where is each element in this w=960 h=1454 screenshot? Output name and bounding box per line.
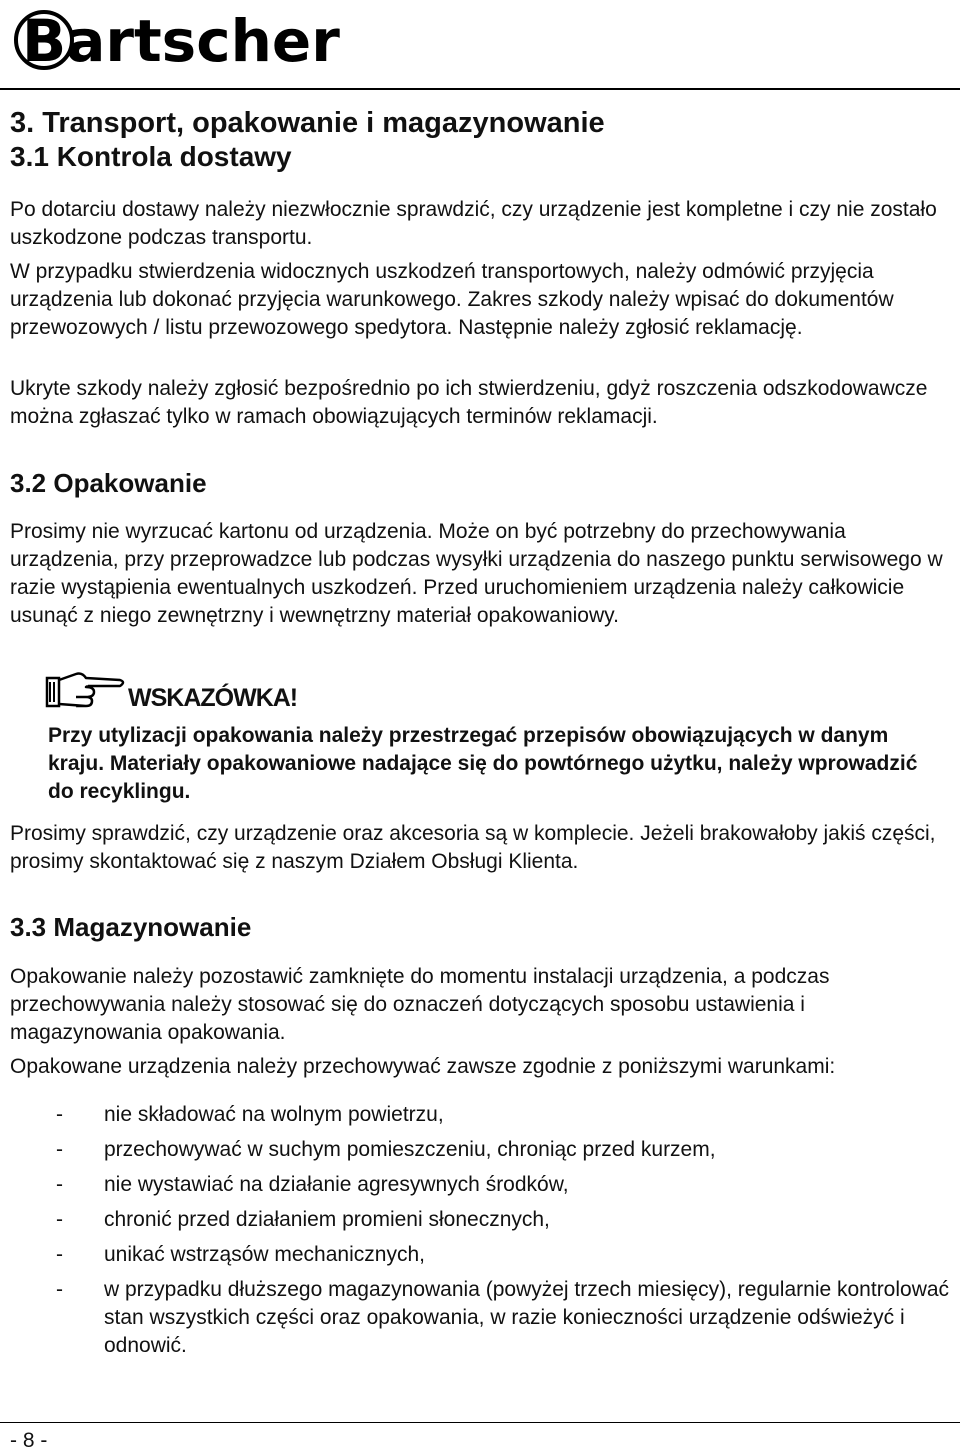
list-item: [10, 1171, 955, 1199]
section-3-1-paragraph-3: Ukryte szkody należy zgłosić bezpośrednio po ich stwierdzeniu, gdyż roszczenia odszkodowawcze można zgłaszać tylko w ramach obowiązujących terminów reklamacji.: [10, 377, 928, 428]
section-3-2-paragraph-1: Prosimy nie wyrzucać kartonu od urządzenia. Może on być potrzebny do przechowywania urządzenia, przy przeprowadzce lub podczas wysyłki urządzenia do naszego punktu serwisowego w razie wystąpienia ewentualnych uszkodzeń. Przed uruchomieniem urządzenia należy całkowicie usunąć z niego zewnętrzny i wewnętrzny materiał opakowaniowy.: [10, 520, 943, 627]
list-dash: -: [56, 1138, 63, 1161]
list-item-text: unikać wstrząsów mechanicznych,: [104, 1243, 425, 1266]
list-item-text: przechowywać w suchym pomieszczeniu, chroniąc przed kurzem,: [104, 1138, 716, 1161]
section-3-1-paragraph-2: W przypadku stwierdzenia widocznych uszkodzeń transportowych, należy odmówić przyjęcia urządzenia lub dokonać przyjęcia warunkowego. Zakres szkody należy wpisać do dokumentów przewozowych / listu przewozowego spedytora. Następnie należy zgłosić reklamację.: [10, 260, 894, 339]
list-dash: -: [56, 1103, 63, 1126]
list-item: [10, 1101, 955, 1129]
storage-conditions-list: [10, 1101, 955, 1367]
list-dash: -: [56, 1173, 63, 1196]
header-divider: [0, 88, 960, 90]
logo-text: Bartscher: [22, 7, 340, 75]
section-3-3-paragraph-2: Opakowane urządzenia należy przechowywać zawsze zgodnie z poniższymi warunkami:: [10, 1055, 836, 1078]
section-3-1-paragraph-1: Po dotarciu dostawy należy niezwłocznie sprawdzić, czy urządzenie jest kompletne i czy nie zostało uszkodzone podczas transportu.: [10, 198, 937, 249]
bartscher-logo: [12, 6, 340, 75]
list-item-text: nie wystawiać na działanie agresywnych środków,: [104, 1173, 569, 1196]
section-3-3-paragraph-1: Opakowanie należy pozostawić zamknięte do momentu instalacji urządzenia, a podczas przechowywania należy stosować się do oznaczeń dotyczących sposobu ustawienia i magazynowania opakowania.: [10, 965, 830, 1044]
section-3-3-title: 3.3 Magazynowanie: [10, 912, 252, 942]
page-number: - 8 -: [10, 1429, 48, 1452]
list-dash: -: [56, 1208, 63, 1231]
list-dash: -: [56, 1278, 63, 1301]
list-item-text: chronić przed działaniem promieni słonecznych,: [104, 1208, 550, 1231]
note-text: Przy utylizacji opakowania należy przestrzegać przepisów obowiązujących w danym kraju. Materiały opakowaniowe nadające się do powtórnego użytku, należy wprowadzić do recyklingu.: [48, 724, 918, 803]
list-item: [10, 1276, 955, 1360]
section-3-2-title: 3.2 Opakowanie: [10, 468, 207, 498]
list-item: [10, 1136, 955, 1164]
pointing-hand-icon: [46, 670, 126, 710]
chapter-title: 3. Transport, opakowanie i magazynowanie: [10, 107, 605, 139]
note-title: WSKAZÓWKA!: [128, 684, 298, 712]
footer-divider: [0, 1422, 960, 1423]
list-item-text: w przypadku dłuższego magazynowania (powyżej trzech miesięcy), regularnie kontrolować stan wszystkich części oraz opakowania, w razie konieczności urządzenie odświeżyć i odnowić.: [104, 1278, 950, 1357]
list-item: [10, 1241, 955, 1269]
list-item-text: nie składować na wolnym powietrzu,: [104, 1103, 444, 1126]
section-3-2-paragraph-2: Prosimy sprawdzić, czy urządzenie oraz akcesoria są w komplecie. Jeżeli brakowałoby jakiś części, prosimy skontaktować się z naszym Działem Obsługi Klienta.: [10, 822, 936, 873]
list-item: [10, 1206, 955, 1234]
section-3-1-title: 3.1 Kontrola dostawy: [10, 141, 292, 172]
list-dash: -: [56, 1243, 63, 1266]
